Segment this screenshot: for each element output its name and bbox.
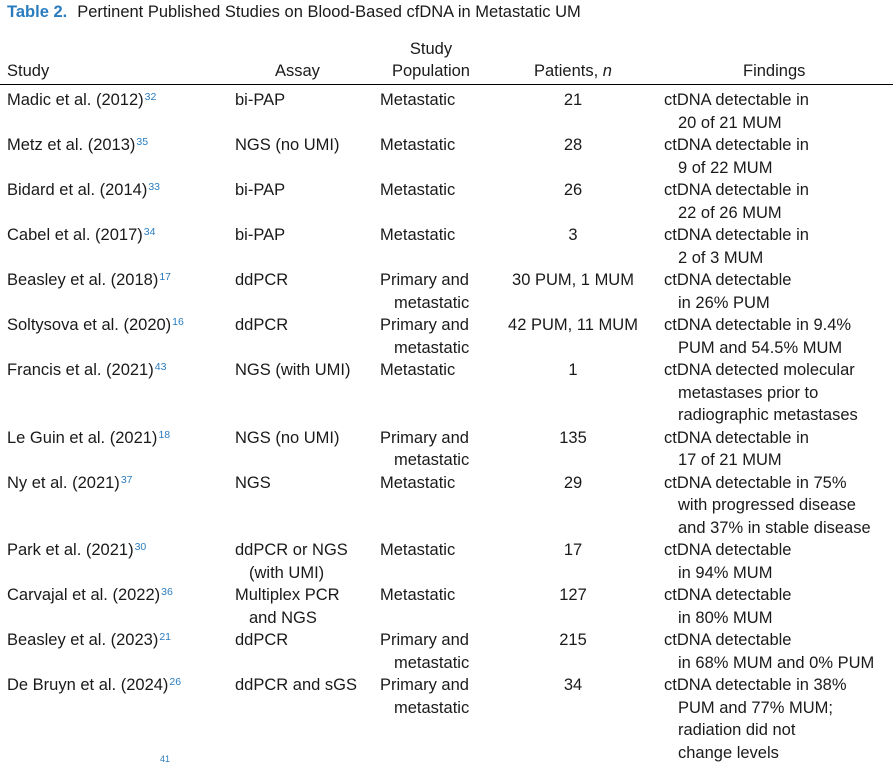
- cell-population-line: Metastatic: [380, 359, 500, 382]
- cell-findings-line: radiation did not: [664, 719, 894, 742]
- cell-patients: 42 PUM, 11 MUM: [503, 314, 643, 337]
- cell-population-line: Metastatic: [380, 472, 500, 495]
- reference-number: 36: [161, 586, 173, 598]
- cell-findings: [664, 539, 894, 584]
- reference-number: 35: [136, 136, 148, 148]
- cell-findings-line: ctDNA detectable: [664, 584, 894, 607]
- cell-assay: [235, 629, 375, 652]
- cell-findings-line: ctDNA detectable in: [664, 134, 894, 157]
- cell-findings: [664, 472, 894, 540]
- table-row: [0, 314, 895, 359]
- cell-population: [380, 89, 500, 112]
- cell-assay-line: NGS (with UMI): [235, 359, 375, 382]
- cell-patients: 30 PUM, 1 MUM: [503, 269, 643, 292]
- cell-patients: 17: [503, 539, 643, 562]
- cell-study: [7, 179, 232, 202]
- reference-number: 21: [159, 631, 171, 643]
- cell-findings-line: ctDNA detectable in: [664, 427, 894, 450]
- cell-population-line: Metastatic: [380, 539, 500, 562]
- header-study: Study: [7, 60, 49, 82]
- study-name: Soltysova et al. (2020): [7, 316, 171, 334]
- study-name: Cabel et al. (2017): [7, 226, 143, 244]
- cell-assay: [235, 584, 375, 629]
- cell-population: [380, 179, 500, 202]
- header-rule: [0, 84, 893, 85]
- cell-assay-line: ddPCR or NGS: [235, 539, 375, 562]
- table-body: [0, 89, 895, 764]
- table-row: [0, 359, 895, 427]
- cell-population: [380, 584, 500, 607]
- table-label: Table 2.: [7, 3, 67, 21]
- cell-population-line: metastatic: [380, 337, 500, 360]
- cell-patients: 135: [503, 427, 643, 450]
- cell-assay: [235, 314, 375, 337]
- reference-number: 34: [144, 226, 156, 238]
- cell-population-line: Metastatic: [380, 584, 500, 607]
- cell-patients: 21: [503, 89, 643, 112]
- cell-population-line: Primary and: [380, 314, 500, 337]
- study-name: Francis et al. (2021): [7, 361, 154, 379]
- cell-population: [380, 472, 500, 495]
- cell-findings-line: ctDNA detectable: [664, 269, 894, 292]
- cell-findings-line: 9 of 22 MUM: [664, 157, 894, 180]
- cell-study: [7, 427, 232, 450]
- cell-population-line: Primary and: [380, 427, 500, 450]
- cell-findings-line: 20 of 21 MUM: [664, 112, 894, 135]
- cell-patients: 29: [503, 472, 643, 495]
- cell-assay-line: Multiplex PCR: [235, 584, 375, 607]
- cell-assay-line: bi-PAP: [235, 89, 375, 112]
- table-row: [0, 89, 895, 134]
- cell-study: [7, 472, 232, 495]
- cell-findings-line: ctDNA detectable in 75%: [664, 472, 894, 495]
- cell-assay: [235, 269, 375, 292]
- study-name: Beasley et al. (2018): [7, 271, 158, 289]
- cell-findings: [664, 224, 894, 269]
- study-name: Metz et al. (2013): [7, 136, 135, 154]
- cell-population: [380, 629, 500, 674]
- cell-population-line: metastatic: [380, 292, 500, 315]
- cell-findings-line: PUM and 77% MUM;: [664, 697, 894, 720]
- cell-population-line: Primary and: [380, 629, 500, 652]
- reference-number: 26: [169, 676, 181, 688]
- cell-assay-line: and NGS: [235, 607, 375, 630]
- cell-study: [7, 629, 232, 652]
- cell-findings-line: PUM and 54.5% MUM: [664, 337, 894, 360]
- cell-findings-line: ctDNA detectable in: [664, 224, 894, 247]
- cell-assay: [235, 89, 375, 112]
- cell-population-line: Metastatic: [380, 224, 500, 247]
- header-population: [388, 38, 474, 82]
- cell-findings-line: ctDNA detected molecular: [664, 359, 894, 382]
- study-name: Park et al. (2021): [7, 541, 134, 559]
- cell-findings-line: in 80% MUM: [664, 607, 894, 630]
- cell-assay-line: ddPCR: [235, 269, 375, 292]
- header-patients-text: Patients,: [534, 62, 603, 80]
- table-row: [0, 134, 895, 179]
- cell-findings-line: with progressed disease: [664, 494, 894, 517]
- trailing-reference: 41: [160, 754, 170, 764]
- study-name: Carvajal et al. (2022): [7, 586, 160, 604]
- cell-findings-line: ctDNA detectable in: [664, 89, 894, 112]
- cell-findings: [664, 89, 894, 134]
- cell-study: [7, 224, 232, 247]
- cell-patients: 28: [503, 134, 643, 157]
- cell-study: [7, 134, 232, 157]
- cell-findings: [664, 427, 894, 472]
- table-caption: [7, 3, 581, 22]
- cell-findings-line: ctDNA detectable in 9.4%: [664, 314, 894, 337]
- table-row: [0, 539, 895, 584]
- cell-findings: [664, 584, 894, 629]
- header-patients-n: n: [603, 62, 612, 80]
- cell-population-line: metastatic: [380, 697, 500, 720]
- cell-assay-line: bi-PAP: [235, 179, 375, 202]
- cell-study: [7, 314, 232, 337]
- cell-patients: 26: [503, 179, 643, 202]
- cell-assay: [235, 539, 375, 584]
- cell-study: [7, 539, 232, 562]
- cell-assay-line: (with UMI): [235, 562, 375, 585]
- cell-assay-line: NGS: [235, 472, 375, 495]
- cell-assay: [235, 674, 375, 697]
- table-row: [0, 584, 895, 629]
- cell-findings-line: 22 of 26 MUM: [664, 202, 894, 225]
- cell-assay-line: bi-PAP: [235, 224, 375, 247]
- cell-population: [380, 224, 500, 247]
- cell-findings-line: in 94% MUM: [664, 562, 894, 585]
- cell-population: [380, 427, 500, 472]
- reference-number: 17: [159, 271, 171, 283]
- cell-assay-line: ddPCR: [235, 629, 375, 652]
- header-population-line1: Study: [388, 38, 474, 60]
- study-name: Madic et al. (2012): [7, 91, 144, 109]
- cell-patients: 1: [503, 359, 643, 382]
- table-row: [0, 674, 895, 764]
- cell-study: [7, 674, 232, 697]
- cell-findings-line: metastases prior to: [664, 382, 894, 405]
- reference-number: 18: [158, 429, 170, 441]
- cell-population: [380, 359, 500, 382]
- table-row: [0, 224, 895, 269]
- cell-findings: [664, 134, 894, 179]
- table-row: [0, 179, 895, 224]
- study-name: Le Guin et al. (2021): [7, 429, 157, 447]
- cell-study: [7, 584, 232, 607]
- cell-findings: [664, 359, 894, 427]
- header-population-line2: Population: [388, 60, 474, 82]
- cell-population-line: Metastatic: [380, 134, 500, 157]
- reference-number: 43: [155, 361, 167, 373]
- study-name: Ny et al. (2021): [7, 474, 120, 492]
- header-findings: Findings: [743, 60, 805, 82]
- cell-population-line: Metastatic: [380, 179, 500, 202]
- cell-patients: 127: [503, 584, 643, 607]
- cell-findings-line: 17 of 21 MUM: [664, 449, 894, 472]
- cell-findings-line: ctDNA detectable: [664, 629, 894, 652]
- cell-population: [380, 674, 500, 719]
- table-title: Pertinent Published Studies on Blood-Based cfDNA in Metastatic UM: [77, 3, 581, 21]
- cell-assay: [235, 427, 375, 450]
- cell-population-line: Metastatic: [380, 89, 500, 112]
- cell-findings-line: 2 of 3 MUM: [664, 247, 894, 270]
- table-row: [0, 472, 895, 540]
- cell-assay: [235, 179, 375, 202]
- cell-study: [7, 359, 232, 382]
- cell-assay-line: ddPCR: [235, 314, 375, 337]
- cell-findings-line: ctDNA detectable in: [664, 179, 894, 202]
- reference-number: 37: [121, 474, 133, 486]
- table-row: [0, 629, 895, 674]
- cell-findings-line: ctDNA detectable: [664, 539, 894, 562]
- reference-number: 33: [148, 181, 160, 193]
- cell-assay: [235, 134, 375, 157]
- cell-findings: [664, 269, 894, 314]
- study-name: Bidard et al. (2014): [7, 181, 147, 199]
- cell-findings-line: in 68% MUM and 0% PUM: [664, 652, 894, 675]
- cell-findings-line: radiographic metastases: [664, 404, 894, 427]
- cell-findings: [664, 314, 894, 359]
- cell-assay: [235, 224, 375, 247]
- cell-patients: 34: [503, 674, 643, 697]
- cell-assay: [235, 359, 375, 382]
- cell-findings: [664, 179, 894, 224]
- cell-assay-line: NGS (no UMI): [235, 134, 375, 157]
- cell-population: [380, 134, 500, 157]
- cell-population-line: metastatic: [380, 652, 500, 675]
- cell-study: [7, 89, 232, 112]
- cell-population-line: metastatic: [380, 449, 500, 472]
- cell-study: [7, 269, 232, 292]
- table-row: [0, 269, 895, 314]
- cell-findings-line: and 37% in stable disease: [664, 517, 894, 540]
- study-name: De Bruyn et al. (2024): [7, 676, 168, 694]
- cell-patients: 215: [503, 629, 643, 652]
- cell-patients: 3: [503, 224, 643, 247]
- cell-findings-line: ctDNA detectable in 38%: [664, 674, 894, 697]
- header-patients: [534, 60, 612, 82]
- cell-findings: [664, 674, 894, 764]
- cell-assay: [235, 472, 375, 495]
- table-header: [0, 38, 895, 82]
- cell-population: [380, 539, 500, 562]
- table-row: [0, 427, 895, 472]
- cell-assay-line: ddPCR and sGS: [235, 674, 375, 697]
- cell-population-line: Primary and: [380, 674, 500, 697]
- cell-population-line: Primary and: [380, 269, 500, 292]
- cell-population: [380, 314, 500, 359]
- reference-number: 16: [172, 316, 184, 328]
- reference-number: 30: [135, 541, 147, 553]
- study-name: Beasley et al. (2023): [7, 631, 158, 649]
- cell-findings: [664, 629, 894, 674]
- cell-assay-line: NGS (no UMI): [235, 427, 375, 450]
- reference-number: 32: [145, 91, 157, 103]
- cell-findings-line: in 26% PUM: [664, 292, 894, 315]
- cell-population: [380, 269, 500, 314]
- cell-findings-line: change levels: [664, 742, 894, 764]
- header-assay: Assay: [275, 60, 320, 82]
